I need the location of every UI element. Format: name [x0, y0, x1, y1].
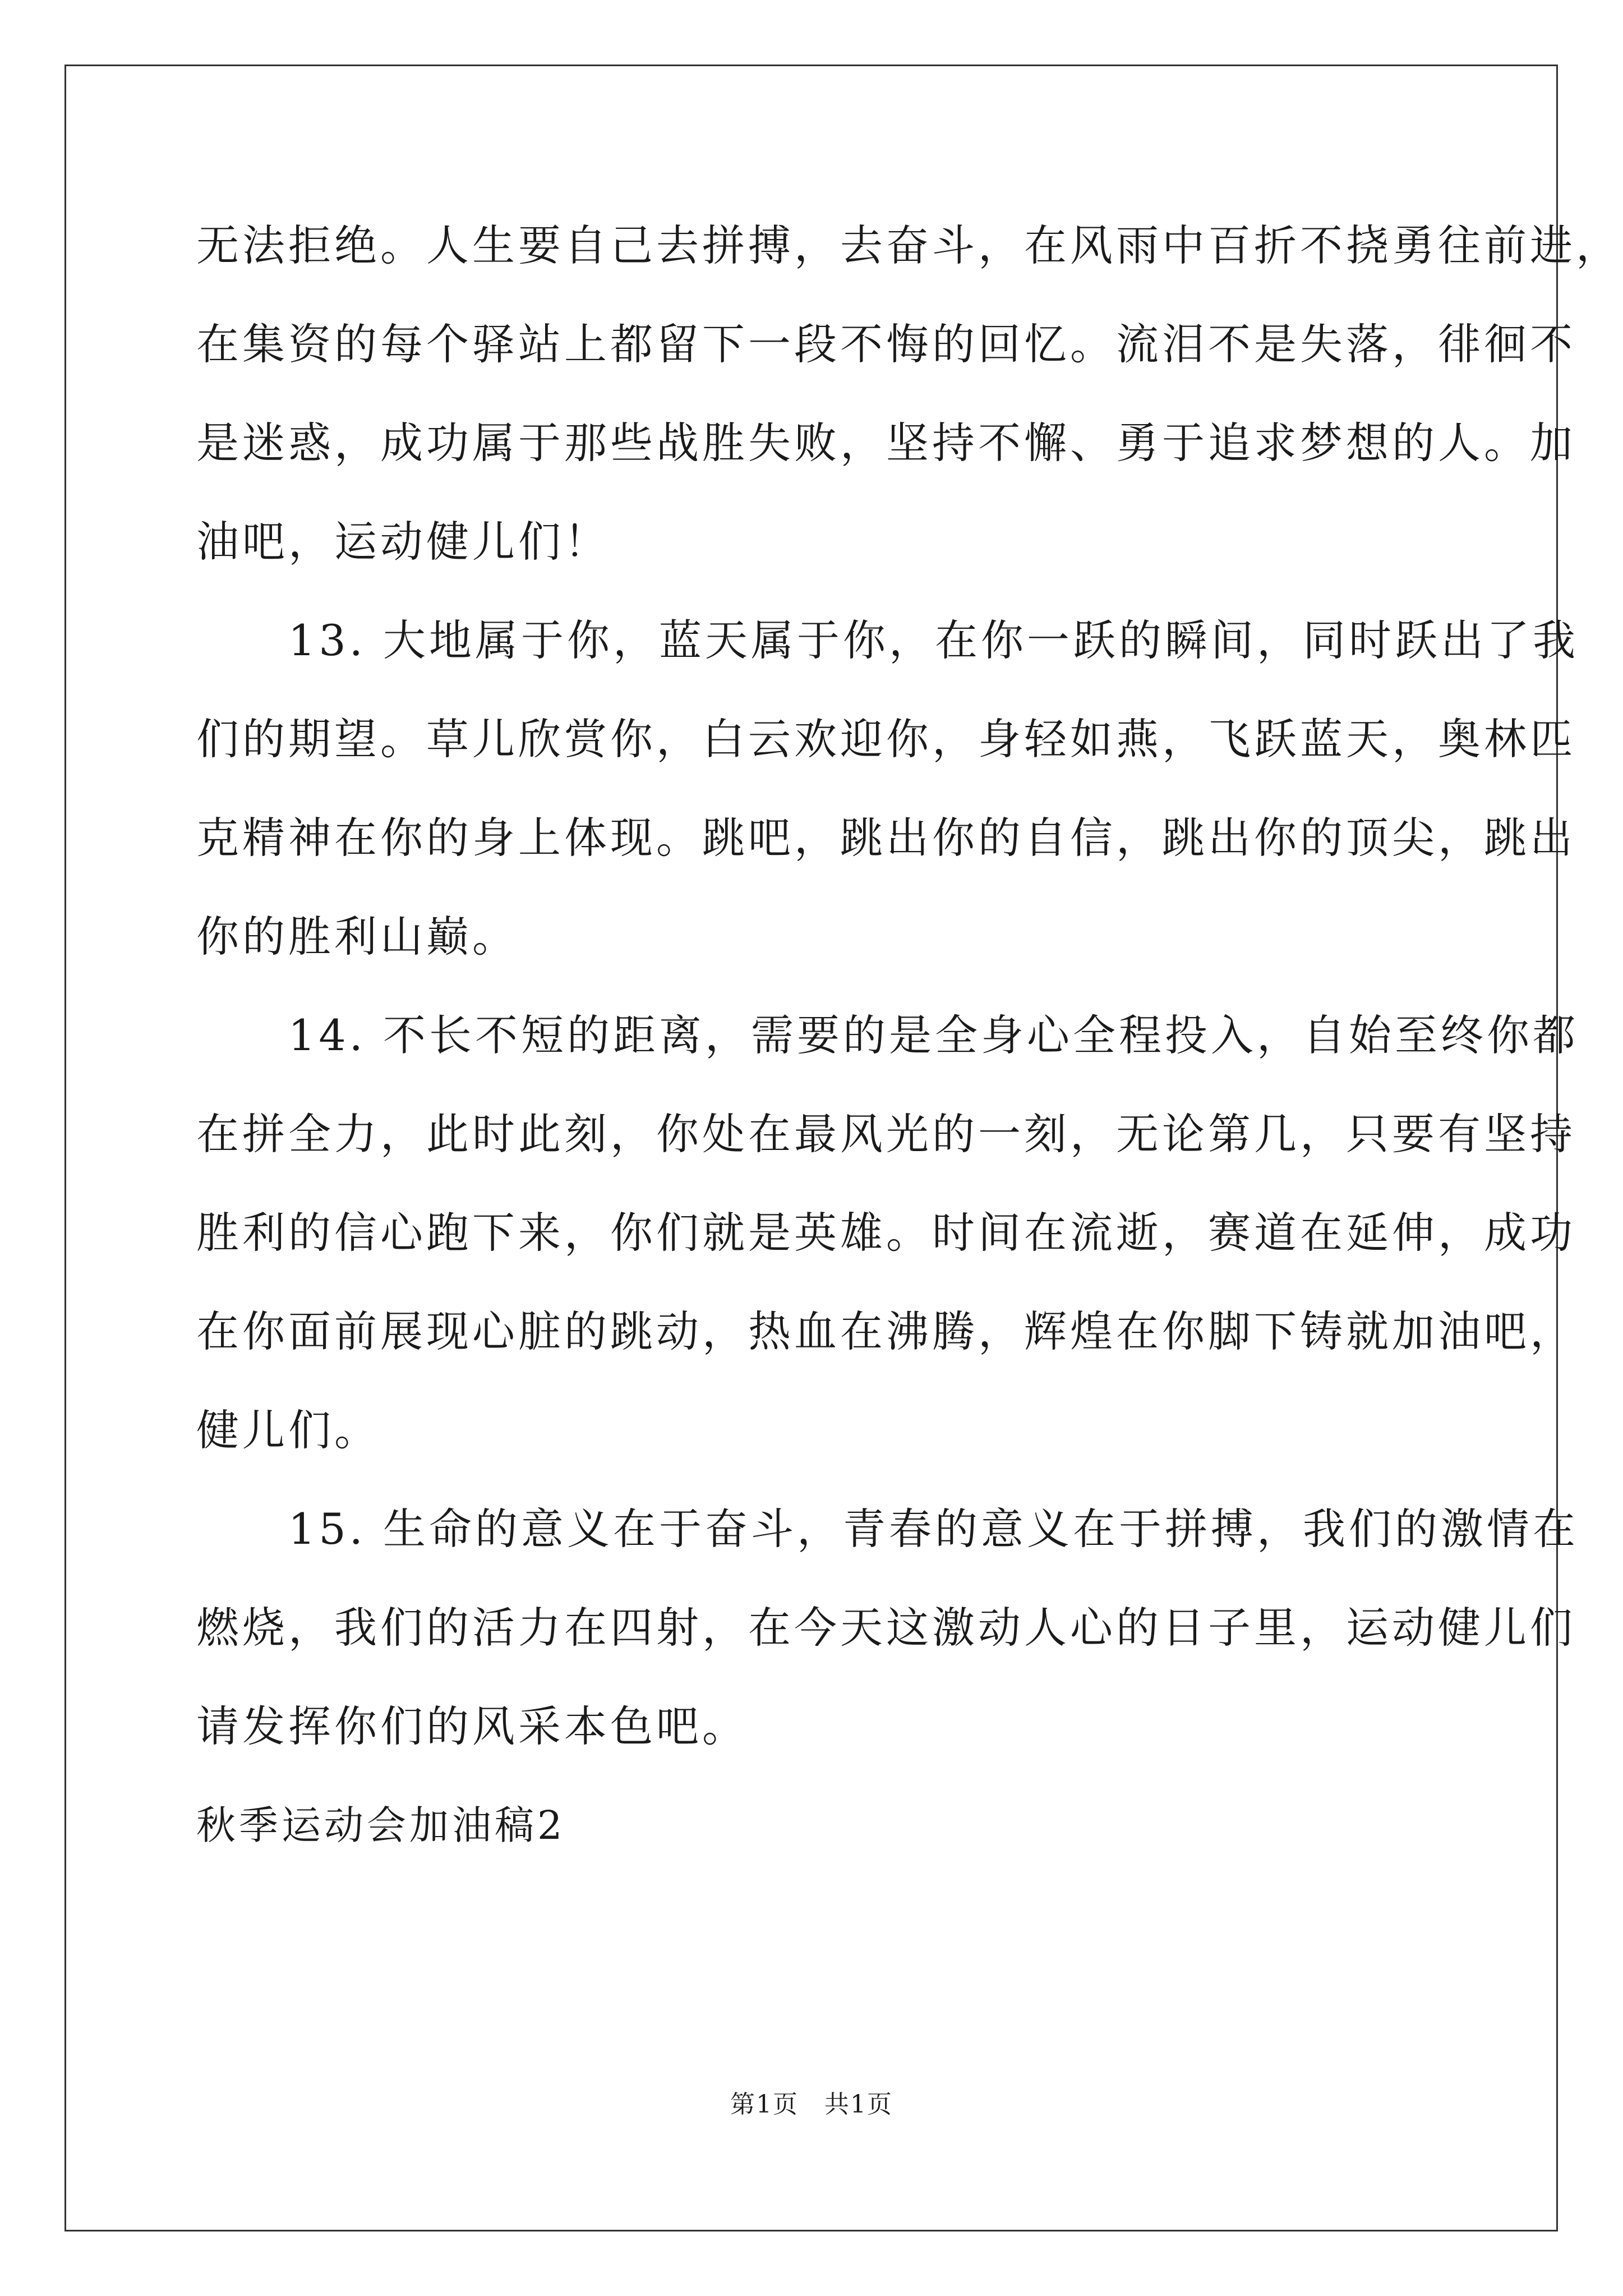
text-line: 在你面前展现心脏的跳动，热血在沸腾，辉煌在你脚下铸就加油吧，	[196, 1306, 1576, 1356]
text-line: 克精神在你的身上体现。跳吧，跳出你的自信，跳出你的顶尖，跳出	[196, 813, 1576, 863]
text-line: 你的胜利山巅。	[196, 912, 518, 961]
text-line: 在集资的每个驿站上都留下一段不悔的回忆。流泪不是失落，徘徊不	[196, 319, 1576, 369]
text-line: 在拼全力，此时此刻，你处在最风光的一刻，无论第几，只要有坚持	[196, 1109, 1576, 1159]
text-line: 燃烧，我们的活力在四射，在今天这激动人心的日子里，运动健儿们	[196, 1603, 1576, 1653]
section-heading: 秋季运动会加油稿2	[196, 1802, 566, 1848]
text-line: 15. 生命的意义在于奋斗，青春的意义在于拼搏，我们的激情在	[196, 1504, 1579, 1554]
text-line: 无法拒绝。人生要自己去拼搏，去奋斗，在风雨中百折不挠勇往前进，	[196, 220, 1622, 270]
text-line: 健儿们。	[196, 1405, 380, 1455]
text-line: 胜利的信心跑下来，你们就是英雄。时间在流逝，赛道在延伸，成功	[196, 1208, 1576, 1258]
page-number-footer: 第1页 共1页	[730, 2090, 893, 2119]
text-line: 13. 大地属于你，蓝天属于你，在你一跃的瞬间，同时跃出了我	[196, 615, 1579, 665]
document-body	[196, 196, 1622, 1875]
text-line: 油吧，运动健儿们！	[196, 517, 610, 567]
text-line: 是迷惑，成功属于那些战胜失败，坚持不懈、勇于追求梦想的人。加	[196, 418, 1576, 468]
text-line: 请发挥你们的风采本色吧。	[196, 1701, 748, 1751]
text-line: 们的期望。草儿欣赏你，白云欢迎你，身轻如燕，飞跃蓝天，奥林匹	[196, 714, 1576, 764]
text-line: 14. 不长不短的距离，需要的是全身心全程投入，自始至终你都	[196, 1010, 1579, 1060]
